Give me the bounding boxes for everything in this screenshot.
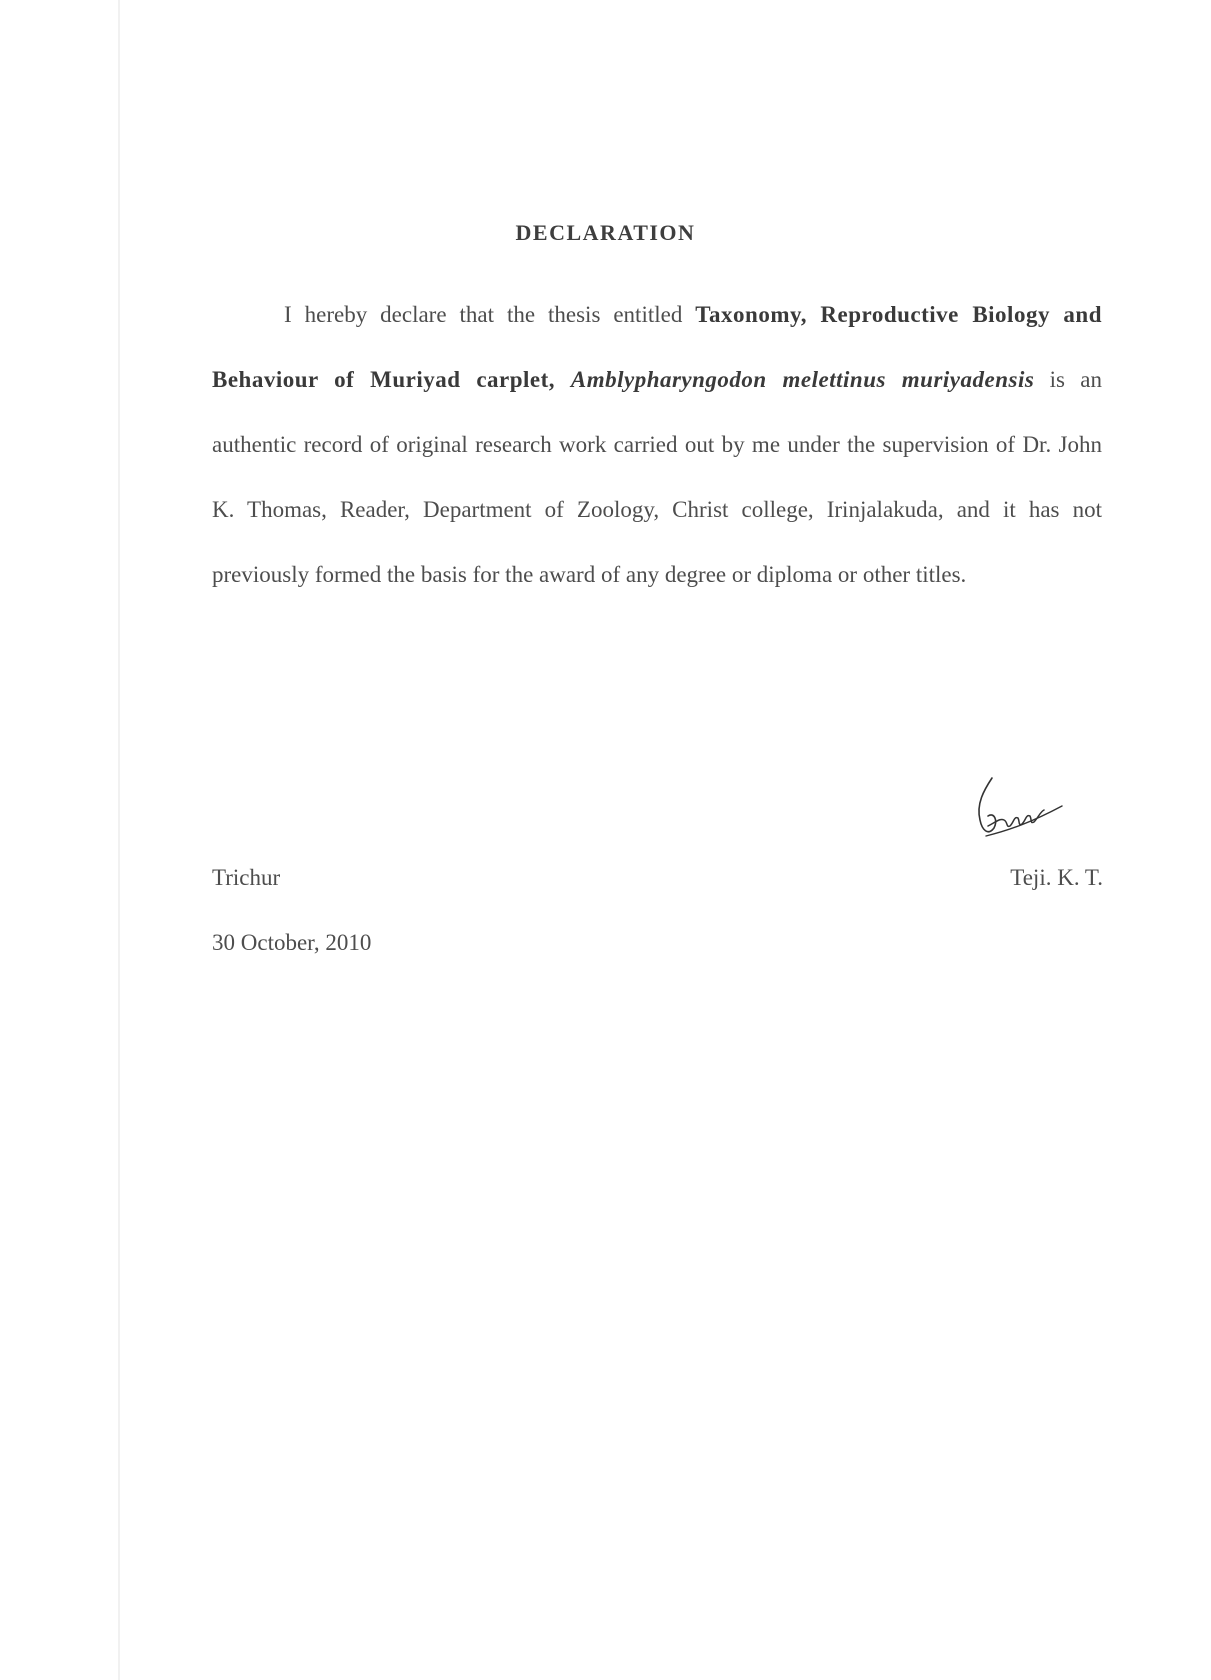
species-name: Amblypharyngodon melettinus muriyadensis bbox=[570, 367, 1035, 392]
declaration-paragraph bbox=[212, 282, 1102, 607]
place: Trichur bbox=[212, 865, 281, 890]
signatory-name: Teji. K. T. bbox=[1010, 865, 1103, 890]
paragraph-rest: is an authentic record of original research work carried out by me under the supervision of Dr. John K. Thomas, Reader, Department of Zoology, Christ college, Irinjalakuda, and it has not previously formed the basis for the award of any degree or diploma or other titles. bbox=[212, 367, 1102, 587]
scan-edge bbox=[118, 0, 120, 1680]
handwritten-signature bbox=[970, 770, 1070, 850]
thesis-title: Taxonomy, Reproductive Biology and Behaviour of Muriyad carplet, bbox=[212, 302, 1102, 392]
date: 30 October, 2010 bbox=[212, 930, 372, 955]
declaration-title: DECLARATION bbox=[515, 220, 696, 245]
paragraph-intro: I hereby declare that the thesis entitled bbox=[284, 302, 696, 327]
